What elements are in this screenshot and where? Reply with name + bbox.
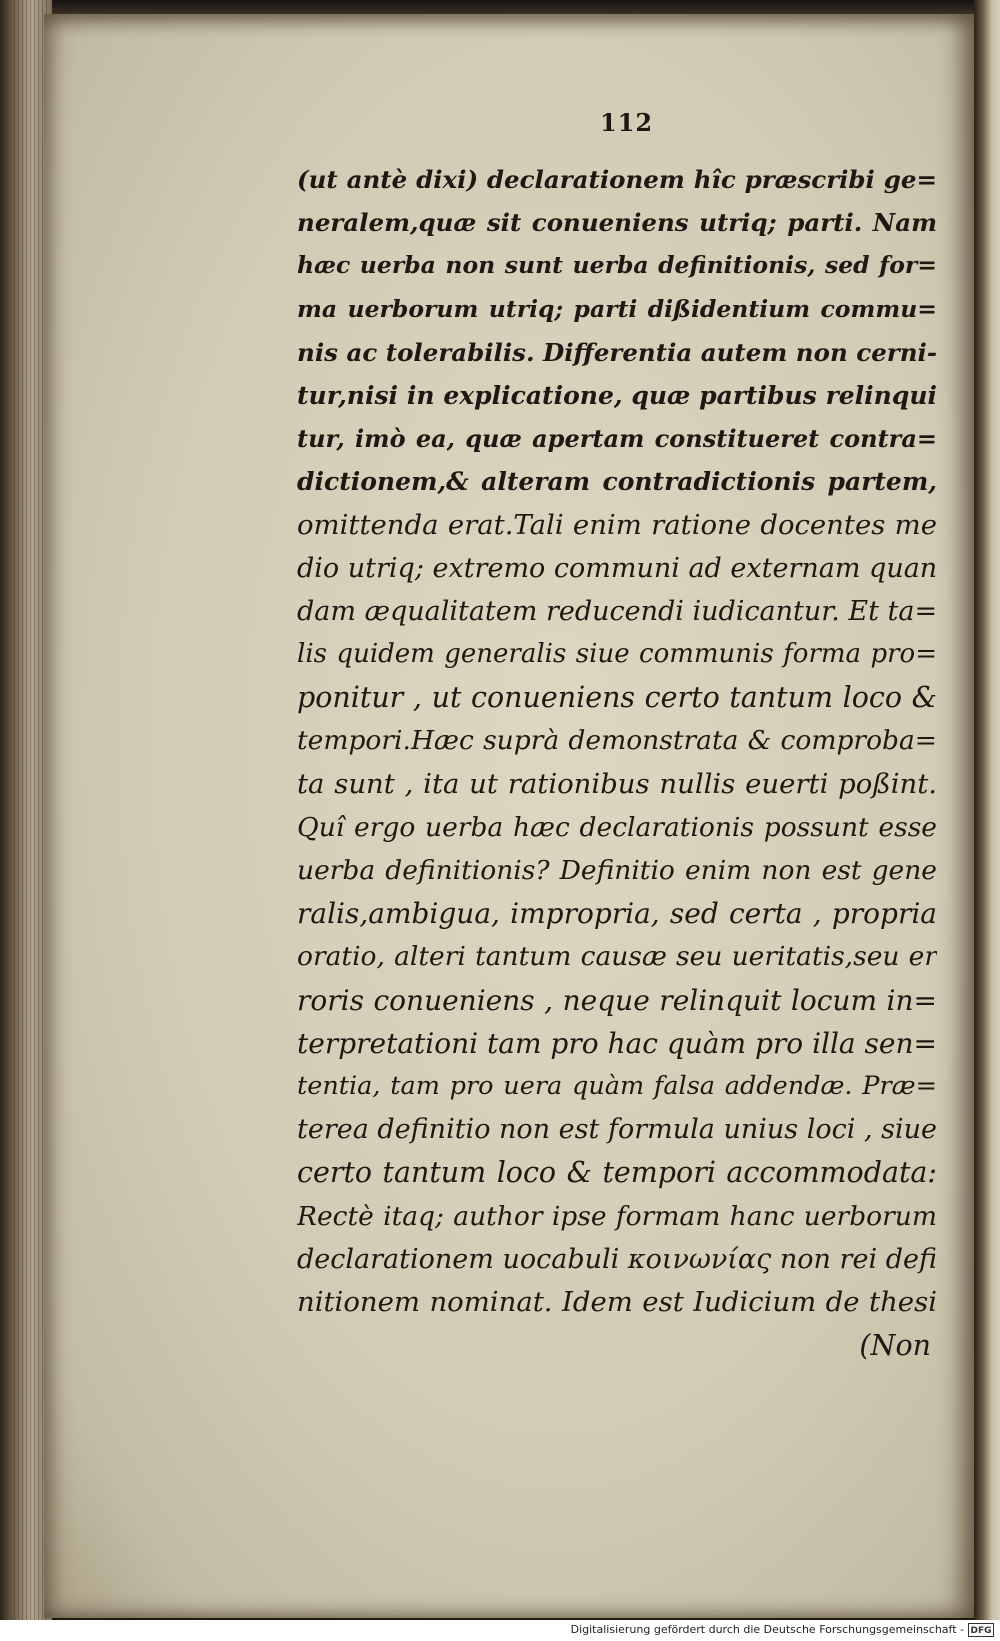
- text-line: tempori.Hæc suprà demonstrata & comproba=: [297, 725, 937, 757]
- text-line: tentia, tam pro uera quàm falsa addendæ. Præ=: [297, 1070, 937, 1101]
- text-line: certo tantum loco & tempori accommodata:: [297, 1156, 937, 1190]
- dfg-logo: DFG: [968, 1623, 994, 1637]
- text-line: dam æqualitatem reducendi iudicantur. Et ta=: [297, 595, 937, 627]
- text-line: tur,nisi in explicatione, quæ partibus relinqui: [297, 380, 937, 410]
- top-edge-shadow: [0, 0, 1000, 14]
- text-line: Rectè itaq; author ipse formam hanc uerborum: [297, 1200, 937, 1232]
- text-line: declarationem uocabuli κοινωνίας non rei defi: [297, 1243, 937, 1275]
- page-number: 112: [600, 108, 654, 137]
- text-line: (ut antè dixi) declarationem hîc præscribi ge=: [297, 165, 937, 194]
- text-line: oratio, alteri tantum causæ seu ueritatis,seu er: [297, 941, 937, 973]
- text-line: omittenda erat.Tali enim ratione docentes me: [297, 508, 937, 541]
- text-line: neralem,quæ sit conueniens utriq; parti. Nam: [297, 208, 937, 238]
- funding-credit: Digitalisierung gefördert durch die Deutsche Forschungsgemeinschaft -: [570, 1623, 964, 1636]
- body-text: [297, 158, 937, 1367]
- text-line: dio utriq; extremo communi ad externam quan: [297, 552, 937, 584]
- text-line: nis ac tolerabilis. Differentia autem non cerni-: [297, 337, 937, 367]
- text-line: tur, imò ea, quæ apertam constitueret contra=: [297, 424, 937, 454]
- text-line: roris conueniens , neque relinquit locum in=: [297, 983, 937, 1017]
- text-line: Quî ergo uerba hæc declarationis possunt esse: [297, 811, 937, 843]
- text-line: terea definitio non est formula unius loci , siue: [297, 1114, 937, 1146]
- catchword: (Non: [859, 1329, 931, 1363]
- text-line: hæc uerba non sunt uerba definitionis, sed for=: [297, 251, 937, 280]
- text-line: lis quidem generalis siue communis forma pro=: [297, 639, 937, 670]
- text-line: ralis,ambigua, impropria, sed certa , propria: [297, 897, 937, 931]
- text-line: terpretationi tam pro hac quàm pro illa sen=: [297, 1026, 937, 1060]
- text-line: dictionem,& alteram contradictionis partem,: [297, 467, 937, 497]
- text-line: ta sunt , ita ut rationibus nullis euerti poßint.: [297, 767, 937, 800]
- digitization-footer: [0, 1620, 1000, 1641]
- text-line: ma uerborum utriq; parti dißidentium commu=: [297, 294, 937, 323]
- text-line: nitionem nominat. Idem est Iudicium de thesi: [297, 1285, 937, 1318]
- text-line: uerba definitionis? Definitio enim non est gene: [297, 855, 937, 886]
- binding-gutter: [974, 0, 1000, 1620]
- text-line: ponitur , ut conueniens certo tantum loco &: [297, 681, 937, 715]
